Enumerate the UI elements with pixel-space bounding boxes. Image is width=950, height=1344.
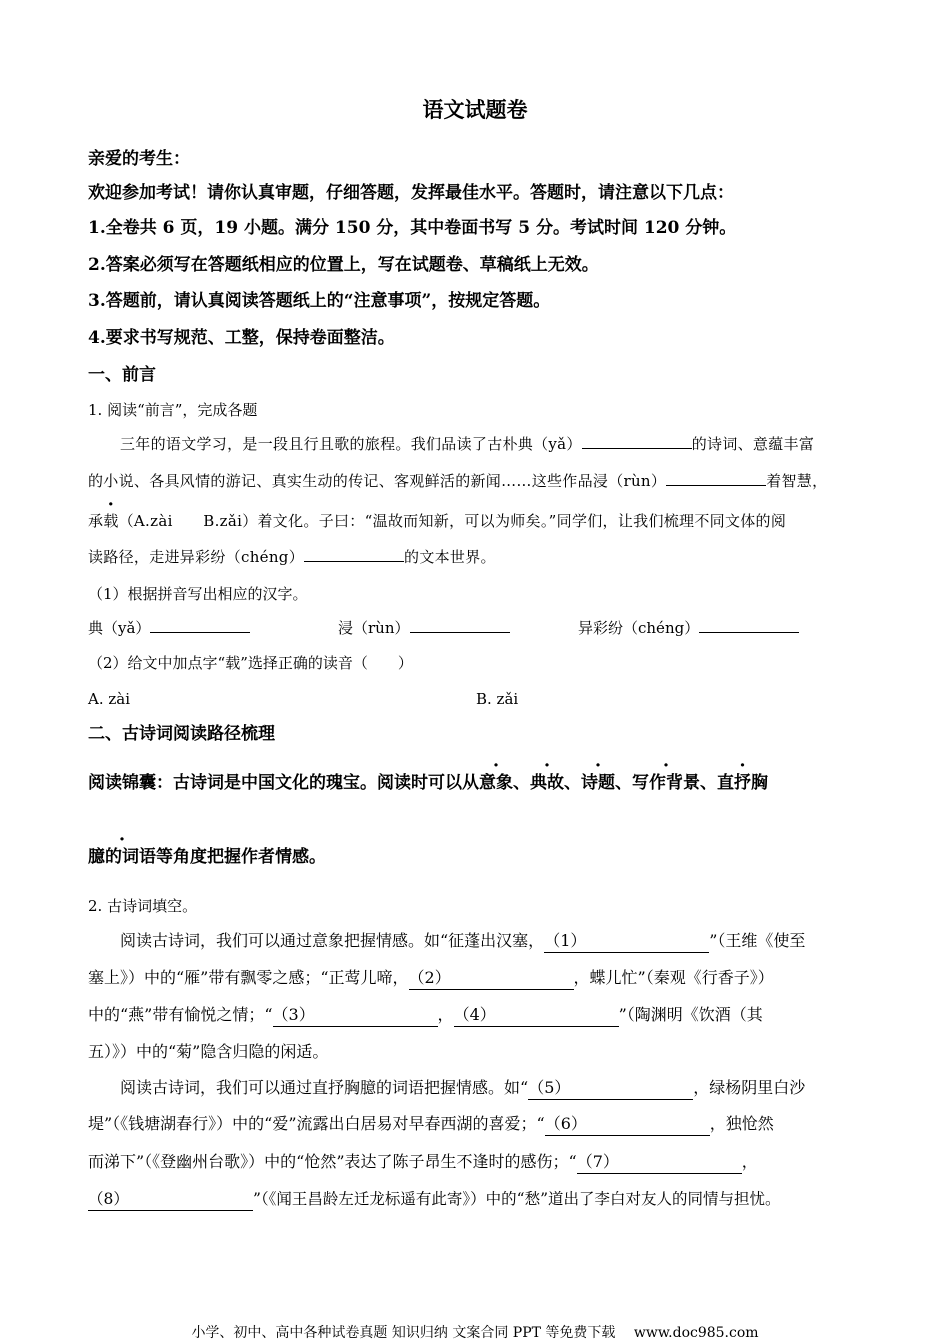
poem-text: ，	[741, 1152, 758, 1171]
answer-blank[interactable]	[666, 470, 766, 486]
sub-question-1: （1）根据拼音写出相应的汉字。	[88, 585, 308, 603]
passage-text: 承	[88, 512, 104, 530]
poem-text: 阅读古诗词，我们可以通过直抒胸臆的词语把握情感。如“	[120, 1078, 529, 1097]
passage-line-2	[88, 470, 827, 492]
fill-item-3	[578, 617, 799, 639]
poem-line-2	[88, 967, 774, 990]
passage-line-4	[88, 546, 496, 568]
section-heading-2: 二、古诗词阅读路径梳理	[88, 724, 275, 744]
poem-line-6	[88, 1113, 774, 1136]
answer-blank[interactable]	[699, 617, 799, 633]
dotted-char-zai: 载	[103, 512, 119, 530]
passage-text: 着智慧，	[766, 472, 828, 490]
dotted-word: 典故	[530, 773, 564, 793]
poem-text: ”（《闻王昌龄左迁龙标遥有此寄》）中的“愁”道出了李白对友人的同情与担忧。	[253, 1190, 781, 1208]
dotted-word: 臆的词语	[88, 847, 156, 867]
poem-line-7	[88, 1151, 758, 1174]
answer-blank[interactable]	[150, 617, 250, 633]
poem-blank-5[interactable]: （5）	[528, 1077, 693, 1100]
poem-text: ，绿杨阴里白沙	[693, 1078, 806, 1097]
sub-question-2: （2）给文中加点字“载”选择正确的读音（ ）	[88, 654, 413, 672]
poem-blank-6[interactable]: （6）	[545, 1113, 710, 1136]
welcome-text: 欢迎参加考试！请你认真审题，仔细答题，发挥最佳水平。答题时，请注意以下几点：	[88, 183, 734, 203]
poem-blank-7[interactable]: （7）	[577, 1151, 742, 1174]
passage-text: 的诗词、意蕴丰富	[691, 435, 815, 453]
dotted-word: 意象	[479, 773, 513, 793]
answer-blank[interactable]	[410, 617, 510, 633]
tip-text: 、	[564, 773, 581, 793]
option-b[interactable]: B. zǎi	[476, 690, 519, 708]
fill-item-1	[88, 617, 250, 639]
poem-line-4: 五）》）中的“菊”隐含归隐的闲适。	[88, 1042, 329, 1061]
passage-line-1	[120, 433, 814, 455]
fill-item-2	[338, 617, 510, 639]
reading-tip-line-1	[88, 772, 768, 794]
dotted-word: 写作背景	[632, 773, 700, 793]
passage-text: 三年的语文学习，是一段且行且歌的旅程。我们品读了古朴典（yǎ）	[120, 435, 582, 453]
passage-text: 的文本世界。	[404, 548, 496, 566]
poem-text: 堤”（《钱塘湖春行》）中的“爱”流露出白居易对早春西湖的喜爱；“	[88, 1114, 545, 1133]
poem-text: 阅读古诗词，我们可以通过意象把握情感。如“征蓬出汉塞，	[120, 931, 545, 950]
answer-blank[interactable]	[582, 433, 692, 449]
note-2: 2.答案必须写在答题纸相应的位置上，写在试题卷、草稿纸上无效。	[88, 255, 599, 275]
question-2-stem: 2. 古诗词填空。	[88, 897, 198, 915]
fill-label: 异彩纷（chéng）	[578, 619, 700, 637]
answer-blank[interactable]	[304, 546, 404, 562]
section-heading-1: 一、前言	[88, 365, 156, 385]
poem-blank-3[interactable]: （3）	[273, 1004, 438, 1027]
passage-line-3	[88, 510, 786, 532]
dotted-word: 诗题	[581, 773, 615, 793]
poem-blank-1[interactable]: （1）	[544, 930, 709, 953]
note-1: 1.全卷共 6 页，19 小题。满分 150 分，其中卷面书写 5 分。考试时间 120 分钟。	[88, 218, 737, 238]
greeting: 亲爱的考生：	[88, 149, 190, 169]
poem-text: ”（陶渊明《饮酒（其	[618, 1005, 763, 1024]
passage-text: 的小说、各具风情的游记、真实生动的传记、客观鲜活的新闻……这些作品浸（rùn）	[88, 472, 667, 490]
reading-tip-line-2	[88, 846, 326, 868]
option-a[interactable]: A. zài	[88, 690, 131, 708]
passage-text: 读路径，走进异彩纷（chéng）	[88, 548, 305, 566]
poem-text: 而涕下”（《登幽州台歌》）中的“怆然”表达了陈子昂生不逢时的感伤；“	[88, 1152, 577, 1171]
poem-line-5	[120, 1077, 805, 1100]
tip-text: 阅读锦囊：古诗词是中国文化的瑰宝。阅读时可以从	[88, 773, 479, 793]
fill-label: 浸（rùn）	[338, 619, 410, 637]
poem-blank-4[interactable]: （4）	[454, 1004, 619, 1027]
note-3: 3.答题前，请认真阅读答题纸上的“注意事项”，按规定答题。	[88, 291, 551, 311]
footer-text: 小学、初中、高中各种试卷真题 知识归纳 文案合同 PPT 等免费下载 www.doc985.com	[191, 1325, 759, 1341]
dotted-word: 直抒胸	[717, 773, 768, 793]
poem-line-1	[120, 930, 805, 953]
poem-text: ，	[437, 1005, 454, 1024]
poem-line-3	[88, 1004, 763, 1027]
poem-blank-2[interactable]: （2）	[409, 967, 574, 990]
tip-text: 等角度把握作者情感。	[156, 847, 326, 867]
poem-text: ”（王维《使至	[709, 931, 806, 950]
question-1-stem: 1. 阅读“前言”，完成各题	[88, 401, 258, 419]
poem-text: ，独怆然	[709, 1114, 774, 1133]
fill-label: 典（yǎ）	[88, 619, 151, 637]
poem-text: 塞上》）中的“雁”带有飘零之感；“正莺儿啼，	[88, 968, 409, 987]
poem-text: 中的“燕”带有愉悦之情；“	[88, 1005, 273, 1024]
tip-text: 、	[700, 773, 717, 793]
poem-line-8	[88, 1188, 781, 1211]
page-title: 语文试题卷	[422, 97, 528, 122]
poem-text: ，蝶儿忙”（秦观《行香子》）	[573, 968, 774, 987]
note-4: 4.要求书写规范、工整，保持卷面整洁。	[88, 328, 395, 348]
passage-text: （A.zài B.zǎi）着文化。子曰：“温故而知新，可以为师矣。”同学们，让我们梳理不同文体的阅	[118, 512, 787, 530]
poem-blank-8[interactable]: （8）	[88, 1188, 253, 1211]
tip-text: 、	[513, 773, 530, 793]
tip-text: 、	[615, 773, 632, 793]
